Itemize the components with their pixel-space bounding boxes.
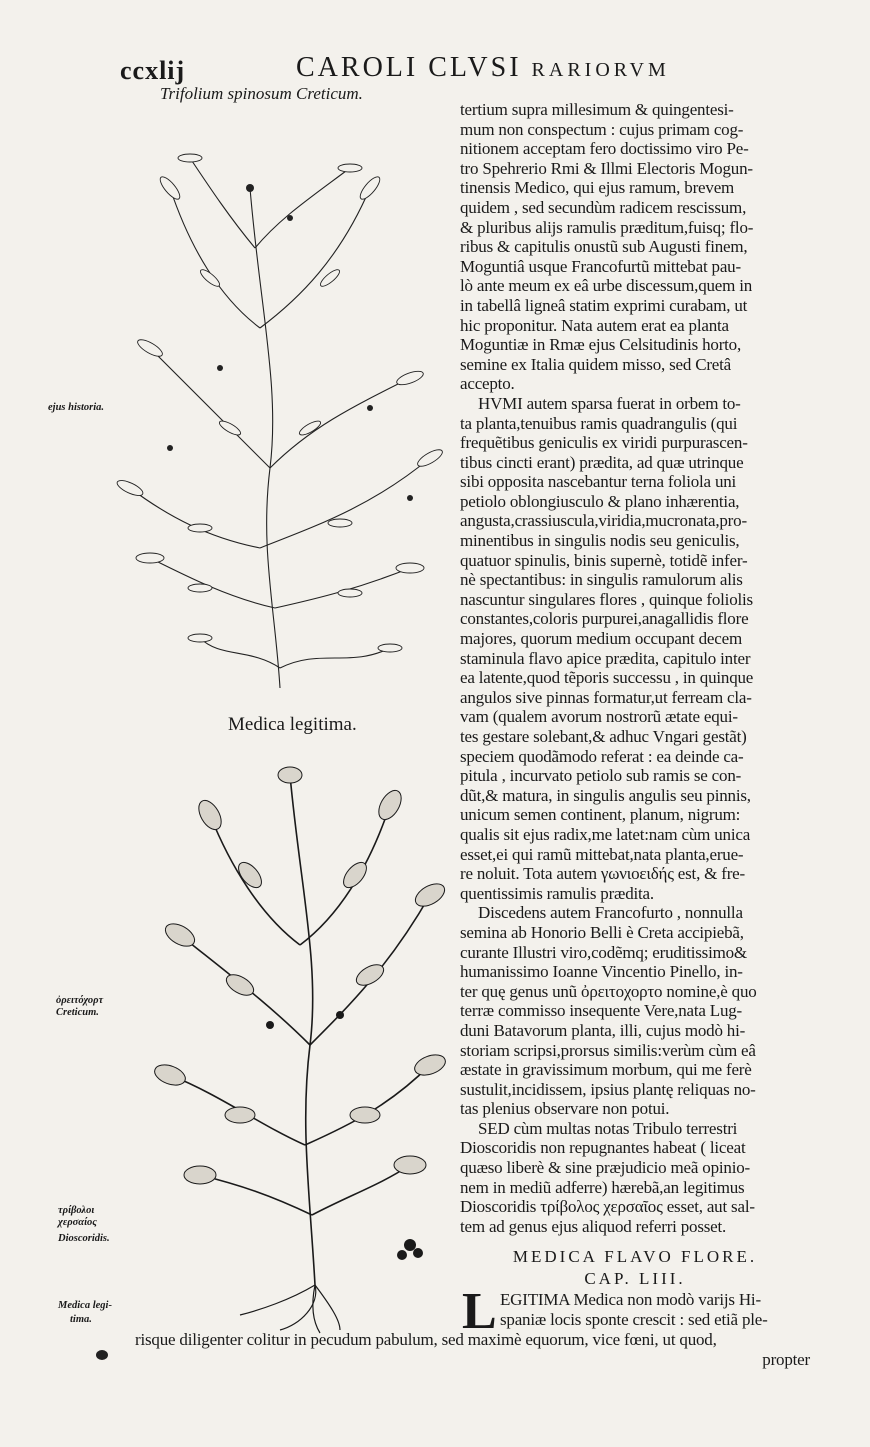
text-line: semine ex Italia quidem misso, sed Cretâ — [460, 354, 732, 374]
text-line: tertium supra millesimum & quingentesi- — [460, 100, 734, 119]
text-line: duni Batavorum planta, illi, cujus modò hi- — [460, 1020, 746, 1040]
text-line: quentissimis ramulis prædita. — [460, 883, 654, 903]
text-line: lò ante meum ex eâ urbe discessum,quem in — [460, 276, 753, 296]
running-title-author: CAROLI CLVSI — [296, 52, 522, 83]
text-line: tem ad genus ejus aliquod referri posset. — [460, 1216, 727, 1236]
text-line: tas plenius observare non potui. — [460, 1099, 670, 1119]
text-line: angusta,crassiuscula,viridia,mucronata,pro- — [460, 511, 747, 531]
margin-note-dioscoridis: Dioscoridis. — [58, 1233, 110, 1244]
text-line: re noluit. Tota autem γωνιοειδής est, & fre- — [460, 864, 745, 884]
folio-number: ccxlij — [120, 56, 186, 85]
text-line: esset,ei qui ramũ mittebat,nata planta,erue- — [460, 844, 744, 864]
margin-note-tribolos: τρίβολοι χερσαίος — [58, 1205, 97, 1228]
text-line: Moguntiâ usque Francofurtũ mittebat pau- — [460, 256, 741, 276]
text-line: qualis sit ejus radix,me latet:nam cùm unica — [460, 824, 751, 844]
text-line: ribus & capitulis onustũ sub Augusti finem, — [460, 237, 748, 257]
text-line: SED cùm multas notas Tribulo terrestri — [478, 1118, 738, 1138]
margin-note-medica-legitima-2: tima. — [70, 1314, 92, 1325]
text-line: quæso liberè & sine præjudicio meã opinio- — [460, 1158, 750, 1178]
text-line: spaniæ locis sponte crescit : sed etiã ple- — [500, 1310, 768, 1329]
chapter-number: CAP. LIII. — [584, 1269, 686, 1288]
text-line: accepto. — [460, 374, 515, 394]
text-line: constantes,coloris purpurei,anagallidis flore — [460, 609, 749, 629]
text-line: mum non conspectum : cujus primam cog- — [460, 119, 744, 139]
text-line: angulos sive pinnas formatur,ut ferream cla- — [460, 687, 752, 707]
text-line: curante Illustri viro,codẽmq; eruditissimo& — [460, 942, 747, 962]
text-line: tro Spehrerio Rmi & Illmi Electoris Mogun- — [460, 158, 753, 178]
text-line: majores, quorum medium occupant decem — [460, 629, 742, 649]
text-line: humanissimo Ioanne Vincentio Pinello, in- — [460, 962, 743, 982]
illustration-caption-top: Trifolium spinosum Creticum. — [160, 84, 363, 103]
margin-note-historia: ejus historia. — [48, 402, 105, 413]
text-line: quatuor spinulis, binis supernè, totidẽ infer- — [460, 550, 748, 570]
ink-stain — [96, 1350, 108, 1360]
illustration-caption-middle: Medica legitima. — [228, 714, 357, 735]
text-line: vam (qualem avorum nostrorũ ætate equi- — [460, 707, 738, 727]
text-line: risque diligenter colitur in pecudum pabulum, sed maximè equorum, vice fœni, ut quod, — [135, 1330, 717, 1349]
text-line: petiolo oblongiusculo & plano inhærentia, — [460, 491, 740, 511]
text-line: tinensis Medico, qui ejus ramum, brevem — [460, 178, 735, 198]
body-text-column — [460, 100, 810, 1236]
text-line: ter quę genus unũ ὀρειτοχορτο nomine,è quo — [460, 981, 757, 1001]
chapter-heading — [460, 1246, 810, 1290]
text-line: nascuntur singulares flores , quinque foliolis — [460, 589, 753, 609]
text-line: Dioscoridis τρίβολος χερσαῖος esset, aut sal- — [460, 1197, 755, 1217]
catchword: propter — [762, 1350, 810, 1369]
chapter-title: MEDICA FLAVO FLORE. — [512, 1247, 758, 1266]
text-line: storiam scripsi,prorsus similis:verùm cùm eâ — [460, 1040, 756, 1060]
text-line: sustulit,incidissem, ipsius plantę reliquas no- — [460, 1079, 756, 1099]
trifolium-woodcut-illustration — [110, 128, 470, 708]
running-title-work: RARIORVM — [531, 59, 670, 81]
text-line: staminula flavo apice prædita, capitulo inter — [460, 648, 751, 668]
text-line: quidem , sed secundùm radicem rescissum, — [460, 197, 747, 217]
text-line: ea latente,quod tẽporis successu , in quinque — [460, 668, 754, 688]
text-line: Moguntiæ in Rmæ ejus Celsitudinis horto, — [460, 335, 742, 355]
text-line: ta planta,tenuibus ramis quadrangulis (qui — [460, 413, 738, 433]
text-line: frequẽtibus geniculis ex viridi purpurascen- — [460, 433, 748, 453]
text-line: tibus cincti erant) prædita, ad quæ utrinque — [460, 452, 744, 472]
running-title — [296, 52, 670, 84]
drop-capital: L — [462, 1283, 497, 1340]
text-line: Discedens autem Francofurto , nonnulla — [478, 903, 743, 923]
margin-note-oreitochorton: ὀρειτόχορτ — [56, 995, 104, 1006]
text-line: terræ commisso insequente Vere,nata Lug- — [460, 1001, 743, 1021]
text-line: minentibus in singulis nodis seu geniculis, — [460, 531, 740, 551]
text-line: speciem quodãmodo referat : ea deinde ca- — [460, 746, 744, 766]
text-line: semina ab Honorio Belli è Creta accipiebã, — [460, 922, 744, 942]
medica-woodcut-illustration — [140, 745, 460, 1335]
text-line: HVMI autem sparsa fuerat in orbem to- — [478, 393, 741, 413]
text-line: nitionem acceptam fero doctissimo viro Pe- — [460, 139, 749, 159]
text-line: in tabellâ ligneâ statim exprimi curabam, ut — [460, 295, 748, 315]
text-line: nè spectantibus: in singulis ramulorum alis — [460, 570, 743, 590]
text-line: Dioscoridis non repugnantes habeat ( liceat — [460, 1138, 746, 1158]
text-line: tes gestare solebant,& adhuc Vngari gestãt) — [460, 727, 747, 746]
margin-note-creticum: Creticum. — [56, 1007, 99, 1018]
text-line: EGITIMA Medica non modò varijs Hi- — [500, 1290, 761, 1309]
chapter-opening-text — [135, 1290, 810, 1370]
text-line: pitula , incurvato petiolo sub ramis se con- — [460, 766, 742, 786]
text-line: dũt,& matura, in singulis angulis seu pinnis, — [460, 785, 751, 805]
text-line: nem in mediũ adferre) hærebã,an legitimus — [460, 1177, 745, 1197]
text-line: æstate in gravissimum morbum, qui me ferè — [460, 1060, 752, 1080]
margin-note-medica-legitima-1: Medica legi- — [58, 1300, 112, 1311]
text-line: unicum semen continent, planum, nigrum: — [460, 805, 741, 825]
text-line: hic proponitur. Nata autem erat ea planta — [460, 315, 729, 335]
text-line: & pluribus alijs ramulis præditum,fuisq; flo- — [460, 217, 754, 237]
text-line: sibi opposita nascebantur terna foliola uni — [460, 472, 737, 492]
